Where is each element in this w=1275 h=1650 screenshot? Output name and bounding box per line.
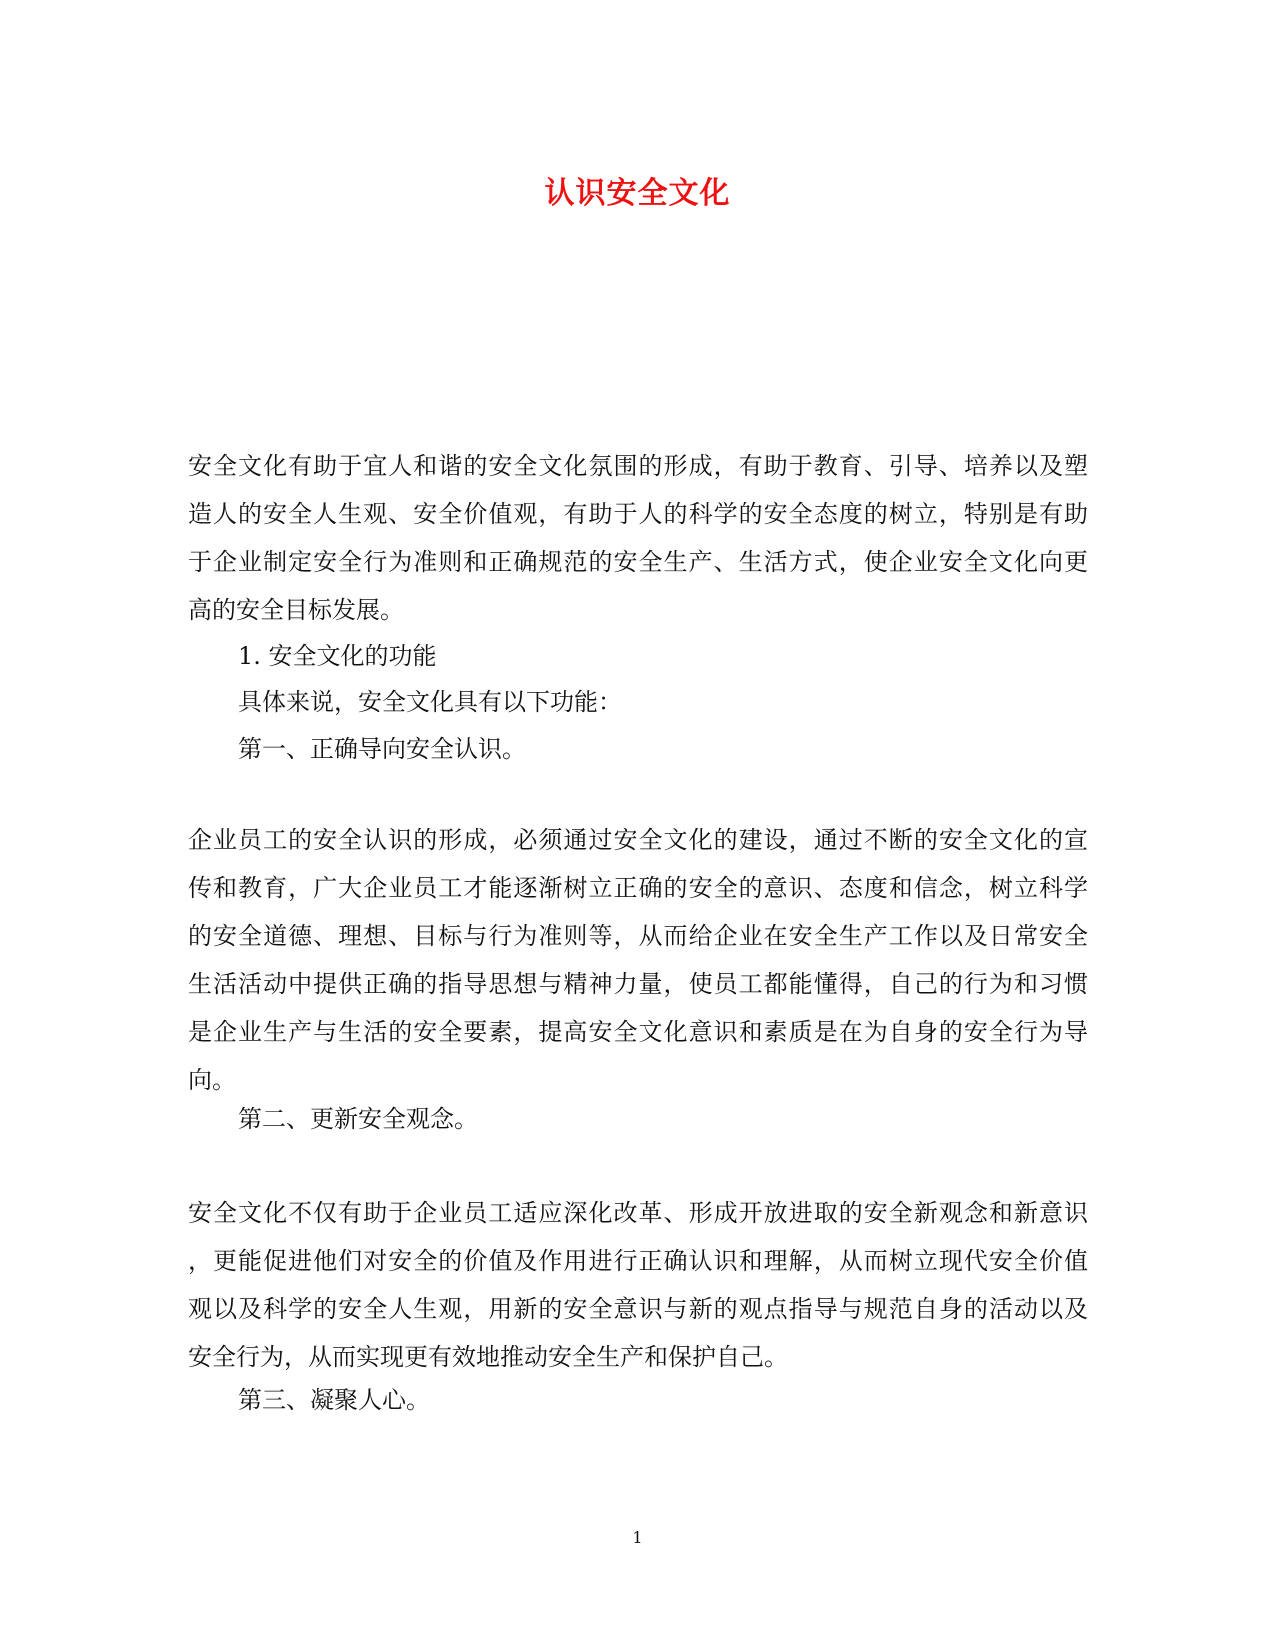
page-number: 1	[632, 1528, 643, 1547]
paragraph-3	[188, 1189, 1088, 1381]
paragraph-3-line: 安全行为，从而实现更有效地推动安全生产和保护自己。	[188, 1343, 788, 1371]
paragraph-3-line: ，更能促进他们对安全的价值及作用进行正确认识和理解，从而树立现代安全价值	[188, 1247, 1088, 1275]
paragraph-2-line: 传和教育，广大企业员工才能逐渐树立正确的安全的意识、态度和信念，树立科学	[188, 874, 1088, 902]
paragraph-2-line: 向。	[188, 1066, 236, 1094]
paragraph-2-line: 生活活动中提供正确的指导思想与精神力量，使员工都能懂得，自己的行为和习惯	[188, 970, 1088, 998]
point-2-heading: 第二、更新安全观念。	[238, 1105, 478, 1133]
paragraph-1-line: 造人的安全人生观、安全价值观，有助于人的科学的安全态度的树立，特别是有助	[188, 500, 1088, 528]
point-3-heading: 第三、凝聚人心。	[238, 1386, 430, 1414]
paragraph-1-line: 安全文化有助于宜人和谐的安全文化氛围的形成，有助于教育、引导、培养以及塑	[188, 452, 1088, 480]
paragraph-1	[188, 442, 1088, 634]
document-title: 认识安全文化	[544, 176, 731, 211]
section-1-heading: 1. 安全文化的功能	[238, 642, 437, 670]
paragraph-2-line: 的安全道德、理想、目标与行为准则等，从而给企业在安全生产工作以及日常安全	[188, 922, 1088, 950]
paragraph-3-line: 观以及科学的安全人生观，用新的安全意识与新的观点指导与规范自身的活动以及	[188, 1295, 1088, 1323]
paragraph-1-line: 高的安全目标发展。	[188, 596, 404, 624]
paragraph-2	[188, 816, 1088, 1104]
paragraph-2-line: 是企业生产与生活的安全要素，提高安全文化意识和素质是在为自身的安全行为导	[188, 1018, 1088, 1046]
point-1-heading: 第一、正确导向安全认识。	[238, 735, 526, 763]
intro-line: 具体来说，安全文化具有以下功能：	[238, 688, 622, 716]
paragraph-1-line: 于企业制定安全行为准则和正确规范的安全生产、生活方式，使企业安全文化向更	[188, 548, 1088, 576]
paragraph-2-line: 企业员工的安全认识的形成，必须通过安全文化的建设，通过不断的安全文化的宣	[188, 826, 1088, 854]
paragraph-3-line: 安全文化不仅有助于企业员工适应深化改革、形成开放进取的安全新观念和新意识	[188, 1199, 1088, 1227]
